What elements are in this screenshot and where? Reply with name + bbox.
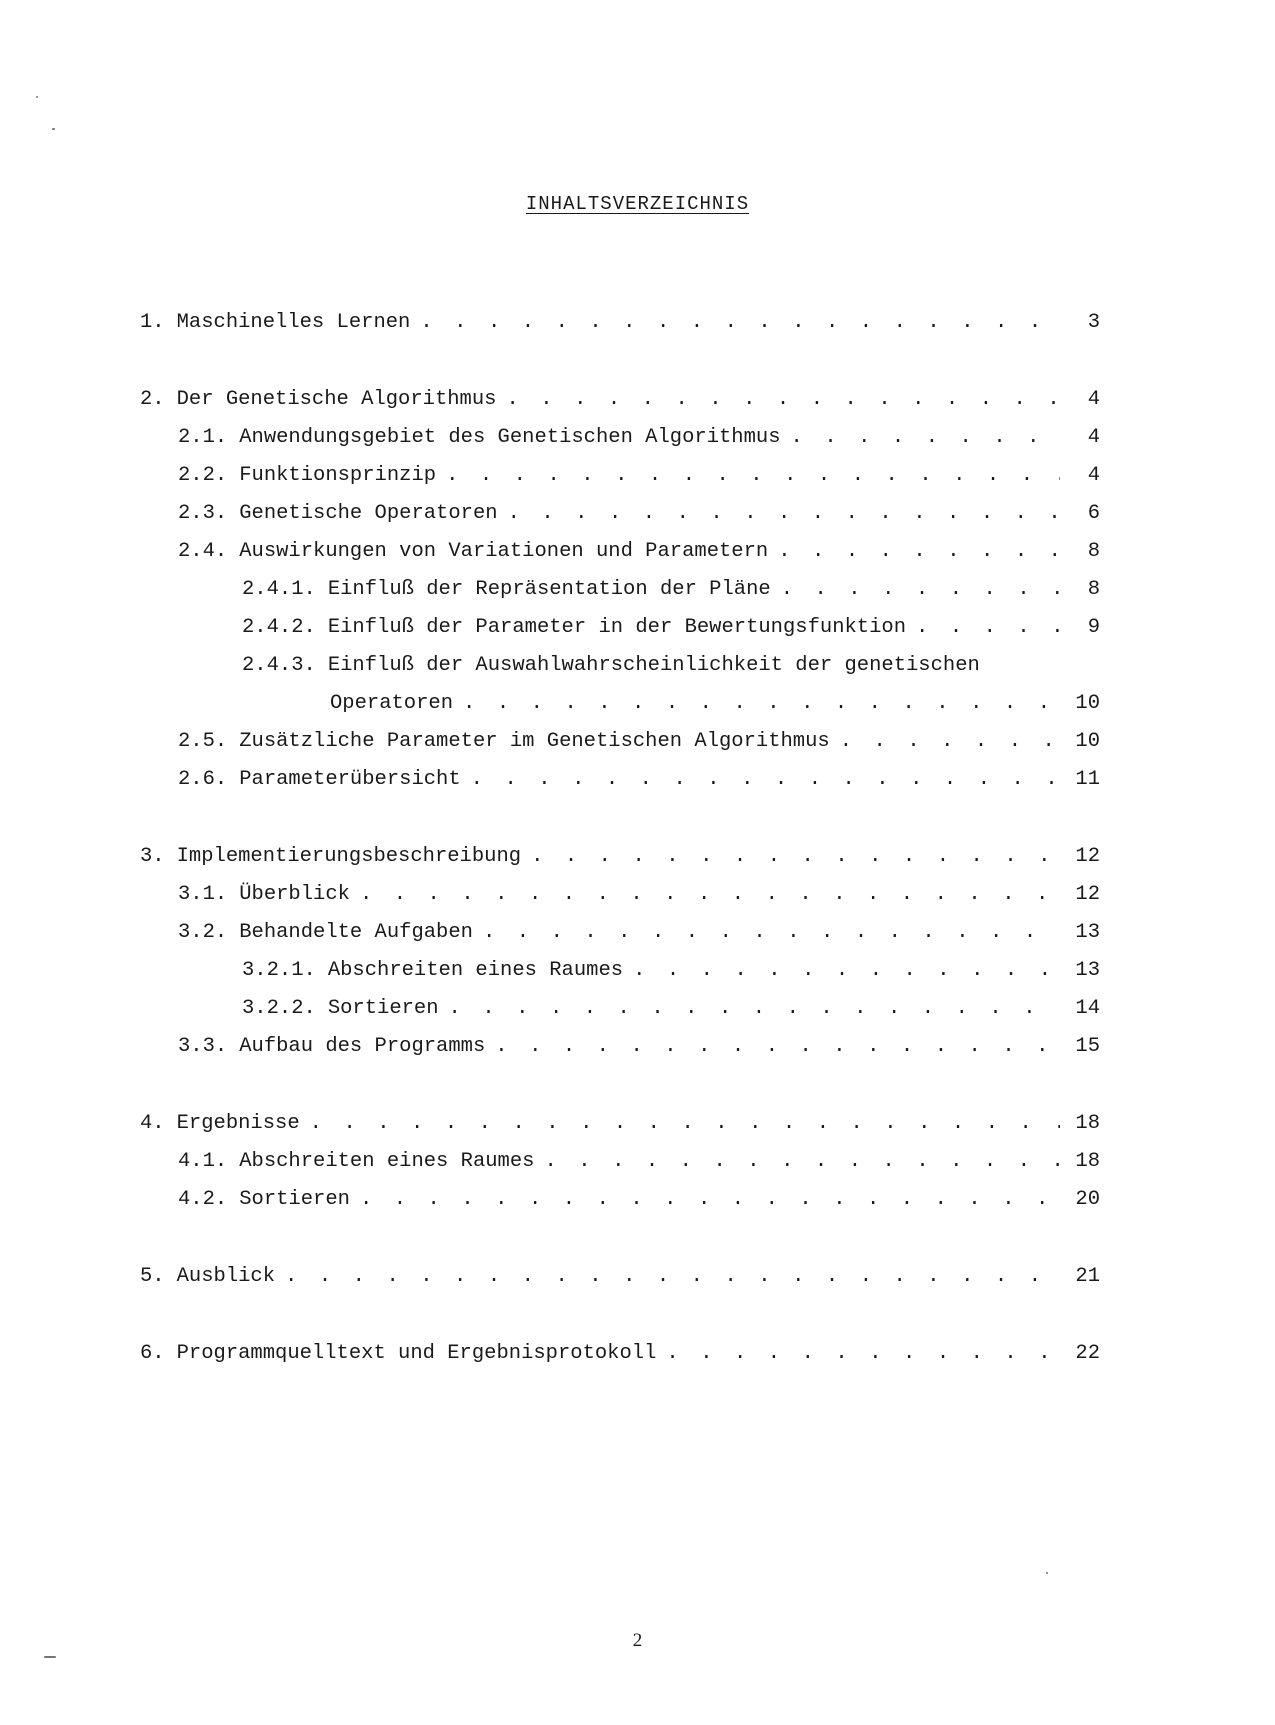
toc-entry[interactable] <box>178 502 1100 532</box>
toc-leader-dots <box>275 1265 1060 1288</box>
toc-leader-dots <box>768 540 1060 563</box>
toc-entry[interactable] <box>178 768 1100 798</box>
toc-entry-title: Programmquelltext und Ergebnisprotokoll <box>176 1342 657 1365</box>
toc-heading-text: INHALTSVERZEICHNIS <box>525 193 750 215</box>
toc-leader-dots <box>781 426 1060 449</box>
toc-entry-number: 2.3. <box>178 502 228 525</box>
toc-entry-title: Überblick <box>239 883 350 906</box>
toc-entry[interactable] <box>178 426 1100 456</box>
toc-entry-number: 2. <box>140 388 165 411</box>
toc-entry-title: Genetische Operatoren <box>239 502 498 525</box>
page-number: 2 <box>632 1630 643 1651</box>
toc-leader-dots <box>473 921 1060 944</box>
toc-entry-page: 9 <box>1087 616 1100 639</box>
toc-entry-page: 10 <box>1075 692 1100 715</box>
toc-entry-title: Ausblick <box>176 1265 276 1288</box>
toc-entry-number: 2.4.2. <box>242 616 316 639</box>
toc-leader-dots <box>534 1150 1060 1173</box>
toc-leader-dots <box>906 616 1060 639</box>
toc-leader-dots <box>521 845 1060 868</box>
toc-entry-title: Abschreiten eines Raumes <box>239 1150 535 1173</box>
toc-entry[interactable] <box>140 311 1100 341</box>
toc-entry-number: 2.5. <box>178 730 228 753</box>
toc-entry-title: Der Genetische Algorithmus <box>176 388 497 411</box>
scan-speck <box>44 1656 56 1658</box>
toc-entry[interactable] <box>178 540 1100 570</box>
toc-entry-page: 22 <box>1075 1342 1100 1365</box>
toc-entry-page: 13 <box>1075 921 1100 944</box>
toc-entry-title: Abschreiten eines Raumes <box>327 959 624 982</box>
toc-leader-dots <box>656 1342 1060 1365</box>
toc-entry-page: 6 <box>1087 502 1100 525</box>
toc-entry-number: 4. <box>140 1112 165 1135</box>
toc-entry[interactable] <box>178 1035 1100 1065</box>
toc-entry-page: 20 <box>1075 1188 1100 1211</box>
toc-entry-page: 12 <box>1075 845 1100 868</box>
toc-leader-dots <box>771 578 1060 601</box>
toc-entry-page: 11 <box>1075 768 1100 791</box>
toc-leader-dots <box>453 692 1060 715</box>
toc-entry-number: 2.1. <box>178 426 228 449</box>
scan-speck <box>1046 1572 1048 1574</box>
toc-entry-page: 4 <box>1087 388 1100 411</box>
toc-entry-number: 1. <box>140 311 165 334</box>
toc-entry-page: 13 <box>1075 959 1100 982</box>
toc-entry[interactable] <box>140 388 1100 418</box>
toc-entry-number: 3.1. <box>178 883 228 906</box>
toc-entry-title: Einfluß der Auswahlwahrscheinlichkeit der genetischen <box>327 654 980 677</box>
toc-entry[interactable] <box>178 730 1100 760</box>
toc-entry-page: 4 <box>1087 426 1100 449</box>
toc-entry-title: Auswirkungen von Variationen und Parametern <box>239 540 769 563</box>
toc-entry[interactable] <box>242 578 1100 608</box>
toc-entry-number: 3.2.2. <box>242 997 316 1020</box>
toc-entry-number: 5. <box>140 1265 165 1288</box>
toc-entry-page: 10 <box>1075 730 1100 753</box>
toc-entry-title: Einfluß der Parameter in der Bewertungsfunktion <box>327 616 907 639</box>
toc-entry-title: Behandelte Aufgaben <box>239 921 473 944</box>
toc-entry-number: 2.6. <box>178 768 228 791</box>
toc-entry[interactable] <box>242 616 1100 646</box>
scan-speck <box>36 96 38 98</box>
toc-entry-title: Ergebnisse <box>176 1112 300 1135</box>
toc-entry-page: 3 <box>1087 311 1100 334</box>
toc-entry-page: 8 <box>1087 578 1100 601</box>
toc-entry-number: 3.2. <box>178 921 228 944</box>
toc-leader-dots <box>830 730 1060 753</box>
toc-leader-dots <box>350 883 1060 906</box>
toc-entry-number: 4.1. <box>178 1150 228 1173</box>
toc-entry-page: 12 <box>1075 883 1100 906</box>
toc-entry-page: 14 <box>1075 997 1100 1020</box>
toc-entry-number: 2.4.3. <box>242 654 316 677</box>
toc-leader-dots <box>410 311 1060 334</box>
toc-leader-dots <box>623 959 1060 982</box>
toc-entry[interactable] <box>140 1265 1100 1295</box>
toc-entry-number: 6. <box>140 1342 165 1365</box>
toc-entry-number: 3.3. <box>178 1035 228 1058</box>
toc-entry-title: Sortieren <box>327 997 439 1020</box>
toc-entry[interactable] <box>242 654 1100 684</box>
toc-entry-page: 8 <box>1087 540 1100 563</box>
toc-entry[interactable] <box>178 464 1100 494</box>
toc-entry-title: Parameterübersicht <box>239 768 461 791</box>
toc-entry-title: Maschinelles Lernen <box>176 311 411 334</box>
toc-entry[interactable] <box>178 1150 1100 1180</box>
toc-entry-title-continuation: Operatoren <box>330 692 454 715</box>
toc-entry-title: Aufbau des Programms <box>239 1035 486 1058</box>
toc-entry-number: 4.2. <box>178 1188 228 1211</box>
toc-leader-dots <box>498 502 1060 525</box>
toc-entry[interactable] <box>242 959 1100 989</box>
toc-leader-dots <box>485 1035 1060 1058</box>
toc-entry-number: 3. <box>140 845 165 868</box>
toc-entry[interactable] <box>140 1112 1100 1142</box>
toc-entry[interactable] <box>178 921 1100 951</box>
toc-entry-title: Sortieren <box>239 1188 350 1211</box>
toc-entry-title: Anwendungsgebiet des Genetischen Algorithmus <box>239 426 781 449</box>
toc-entry-title: Einfluß der Repräsentation der Pläne <box>327 578 771 601</box>
toc-entry-page: 4 <box>1087 464 1100 487</box>
toc-leader-dots <box>300 1112 1060 1135</box>
toc-entry-page: 21 <box>1075 1265 1100 1288</box>
scan-speck <box>52 128 55 130</box>
toc-entry[interactable] <box>140 1342 1100 1372</box>
toc-leader-dots <box>439 997 1060 1020</box>
toc-entry-continuation[interactable] <box>330 692 1100 722</box>
toc-entry-number: 3.2.1. <box>242 959 316 982</box>
toc-entry[interactable] <box>242 997 1100 1027</box>
toc-leader-dots <box>436 464 1060 487</box>
toc-entry-page: 15 <box>1075 1035 1100 1058</box>
toc-entry-page: 18 <box>1075 1112 1100 1135</box>
toc-entry-number: 2.4. <box>178 540 228 563</box>
toc-entry[interactable] <box>140 845 1100 875</box>
toc-entry[interactable] <box>178 1188 1100 1218</box>
toc-entry[interactable] <box>178 883 1100 913</box>
toc-entry-title: Zusätzliche Parameter im Genetischen Algorithmus <box>239 730 830 753</box>
toc-heading <box>0 193 1275 215</box>
toc-entry-number: 2.4.1. <box>242 578 316 601</box>
toc-entry-number: 2.2. <box>178 464 228 487</box>
toc-entry-title: Implementierungsbeschreibung <box>176 845 522 868</box>
toc-leader-dots <box>461 768 1060 791</box>
toc-leader-dots <box>496 388 1060 411</box>
toc-entry-page: 18 <box>1075 1150 1100 1173</box>
toc-entry-title: Funktionsprinzip <box>239 464 437 487</box>
toc-leader-dots <box>350 1188 1060 1211</box>
